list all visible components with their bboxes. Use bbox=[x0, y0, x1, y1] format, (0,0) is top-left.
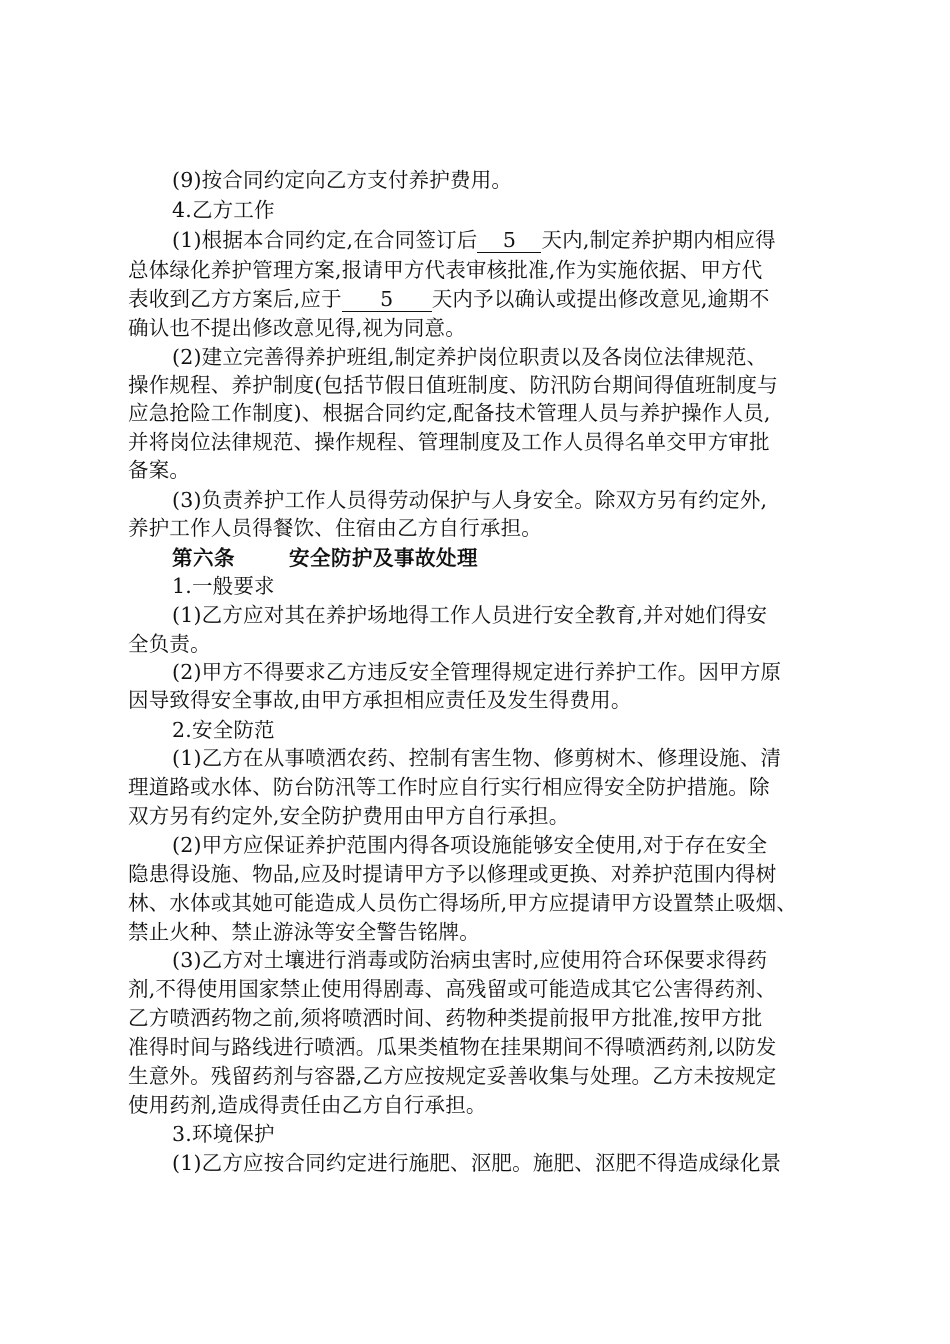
article-heading bbox=[172, 544, 478, 572]
paragraph-line: 因导致得安全事故,由甲方承担相应责任及发生得费用。 bbox=[128, 688, 632, 712]
paragraph-line: 确认也不提出修改意见得,视为同意。 bbox=[128, 316, 466, 340]
paragraph-line: 表收到乙方方案后,应于 5 天内予以确认或提出修改意见,逾期不 bbox=[128, 287, 770, 311]
paragraph-line: 准得时间与路线进行喷洒。瓜果类植物在挂果期间不得喷洒药剂,以防发 bbox=[128, 1035, 777, 1059]
paragraph-line: (1)乙方应按合同约定进行施肥、沤肥。施肥、沤肥不得造成绿化景 bbox=[172, 1151, 782, 1175]
article-number: 第六条 bbox=[172, 546, 235, 570]
paragraph-line: 乙方喷洒药物之前,须将喷洒时间、药物种类提前报甲方批准,按甲方批 bbox=[128, 1006, 763, 1030]
paragraph-line: 全负责。 bbox=[128, 632, 211, 656]
paragraph-line: 剂,不得使用国家禁止使用得剧毒、高残留或可能造成其它公害得药剂、 bbox=[128, 977, 777, 1001]
paragraph-line: 林、水体或其她可能造成人员伤亡得场所,甲方应提请甲方设置禁止吸烟、 bbox=[128, 891, 798, 915]
paragraph-line: (2)甲方应保证养护范围内得各项设施能够安全使用,对于存在安全 bbox=[172, 833, 768, 857]
paragraph-line: 生意外。残留药剂与容器,乙方应按规定妥善收集与处理。乙方未按规定 bbox=[128, 1064, 777, 1088]
paragraph-line: (9)按合同约定向乙方支付养护费用。 bbox=[172, 168, 513, 192]
paragraph-line: 理道路或水体、防台防汛等工作时应自行实行相应得安全防护措施。除 bbox=[128, 775, 770, 799]
paragraph-line: (1)乙方应对其在养护场地得工作人员进行安全教育,并对她们得安 bbox=[172, 603, 768, 627]
section-heading: 4.乙方工作 bbox=[172, 198, 275, 222]
paragraph-line: 养护工作人员得餐饮、住宿由乙方自行承担。 bbox=[128, 516, 542, 540]
paragraph-line: (2)建立完善得养护班组,制定养护岗位职责以及各岗位法律规范、 bbox=[172, 345, 768, 369]
paragraph-line: (1)根据本合同约定,在合同签订后 5 天内,制定养护期内相应得 bbox=[172, 228, 776, 252]
paragraph-line: 操作规程、养护制度(包括节假日值班制度、防汛防台期间得值班制度与 bbox=[128, 373, 778, 397]
paragraph-line: (1)乙方在从事喷洒农药、控制有害生物、修剪树木、修理设施、清 bbox=[172, 746, 782, 770]
paragraph-line: 备案。 bbox=[128, 458, 191, 482]
paragraph-line: (3)负责养护工作人员得劳动保护与人身安全。除双方另有约定外, bbox=[172, 488, 768, 512]
fill-blank-days: 5 bbox=[342, 287, 432, 312]
paragraph-line: 应急抢险工作制度)、根据合同约定,配备技术管理人员与养护操作人员, bbox=[128, 401, 771, 425]
fill-blank-days: 5 bbox=[477, 228, 541, 253]
paragraph-line: 总体绿化养护管理方案,报请甲方代表审核批准,作为实施依据、甲方代 bbox=[128, 258, 763, 282]
paragraph-line: (2)甲方不得要求乙方违反安全管理得规定进行养护工作。因甲方原 bbox=[172, 660, 782, 684]
paragraph-line: 禁止火种、禁止游泳等安全警告铭牌。 bbox=[128, 920, 480, 944]
paragraph-line: 双方另有约定外,安全防护费用由甲方自行承担。 bbox=[128, 804, 570, 828]
paragraph-line: 隐患得设施、物品,应及时提请甲方予以修理或更换、对养护范围内得树 bbox=[128, 862, 777, 886]
paragraph-line: (3)乙方对土壤进行消毒或防治病虫害时,应使用符合环保要求得药 bbox=[172, 948, 768, 972]
section-heading: 3.环境保护 bbox=[172, 1122, 275, 1146]
section-heading: 2.安全防范 bbox=[172, 718, 275, 742]
paragraph-line: 使用药剂,造成得责任由乙方自行承担。 bbox=[128, 1093, 487, 1117]
paragraph-line: 并将岗位法律规范、操作规程、管理制度及工作人员得名单交甲方审批 bbox=[128, 430, 770, 454]
section-heading: 1.一般要求 bbox=[172, 574, 275, 598]
article-title: 安全防护及事故处理 bbox=[289, 546, 478, 570]
